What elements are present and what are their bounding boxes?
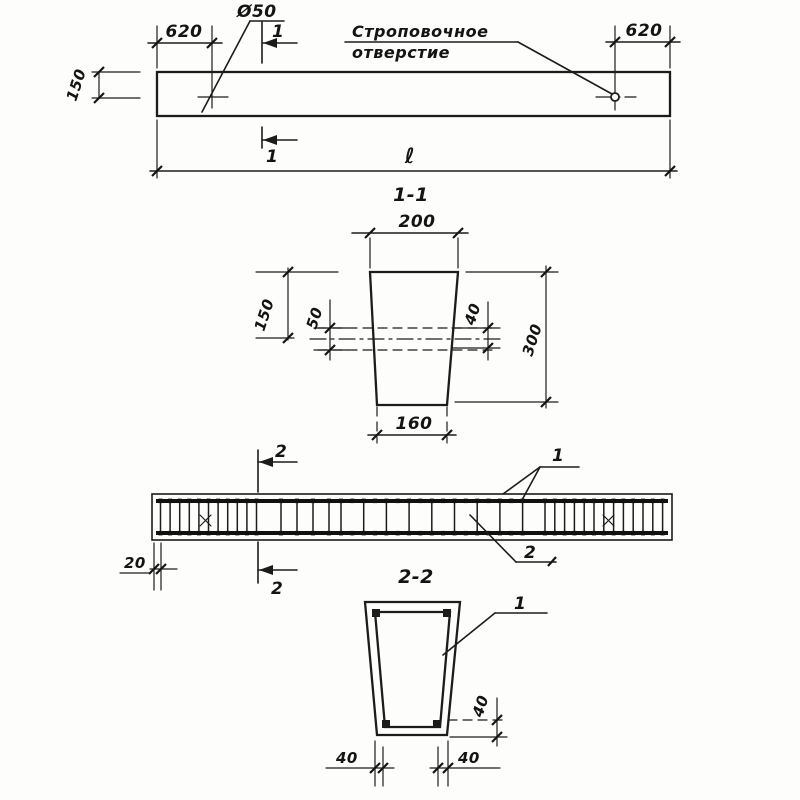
- dim-20-label: 20: [124, 554, 146, 572]
- section-1-flag-top-label: 1: [272, 22, 285, 42]
- right-lifting-hole: [596, 90, 636, 110]
- stirrup-outline: [375, 612, 450, 727]
- section-1-flag-bottom: [262, 127, 297, 148]
- section-1-1: [251, 184, 558, 443]
- hole-diameter-label: Ø50: [237, 2, 277, 22]
- dim-620-right-label: 620: [625, 21, 663, 41]
- pile-outline: [157, 72, 670, 116]
- elevation-view: [120, 442, 672, 599]
- note-line1: Строповочное: [352, 22, 489, 41]
- elevation-leader-1: [503, 467, 579, 500]
- section-2-flag-bottom: [258, 542, 297, 583]
- section-2-flag-top-label: 2: [275, 442, 288, 462]
- plan-view: [63, 2, 680, 178]
- dim-50-label: 50: [302, 304, 327, 332]
- dim-40-label: 40: [460, 300, 485, 328]
- left-lifting-hole: [198, 86, 228, 108]
- dim-300-label: 300: [518, 321, 546, 359]
- dim-200: [352, 228, 468, 268]
- dim-length-label: ℓ: [404, 144, 416, 168]
- dim-150-side-label: 150: [62, 66, 90, 104]
- dim-40-bottom-left-label: 40: [336, 749, 358, 767]
- dim-160-label: 160: [395, 414, 433, 434]
- stirrups: [159, 499, 665, 536]
- dim-200-label: 200: [398, 212, 436, 232]
- dim-40-bottom-right-label: 40: [458, 749, 480, 767]
- section-2-2-title: 2-2: [398, 566, 434, 588]
- dim-620-left-label: 620: [165, 22, 203, 42]
- hole-hidden-lines: [310, 328, 504, 350]
- elevation-leader-2-label: 2: [524, 543, 537, 563]
- section-1-flag-bottom-label: 1: [266, 147, 279, 167]
- note-line2: отверстие: [352, 43, 451, 62]
- dim-40-right-label: 40: [468, 692, 493, 720]
- dim-150-section-label: 150: [250, 296, 278, 334]
- elevation-leader-1-label: 1: [552, 446, 565, 466]
- elevation-hole-marks: [200, 515, 614, 526]
- section-2-flag-bottom-label: 2: [271, 579, 284, 599]
- dim-150-side: [92, 67, 140, 103]
- section-2-2: [326, 566, 547, 786]
- section-1-1-title: 1-1: [393, 184, 429, 206]
- section-2-2-leader-1-label: 1: [514, 594, 527, 614]
